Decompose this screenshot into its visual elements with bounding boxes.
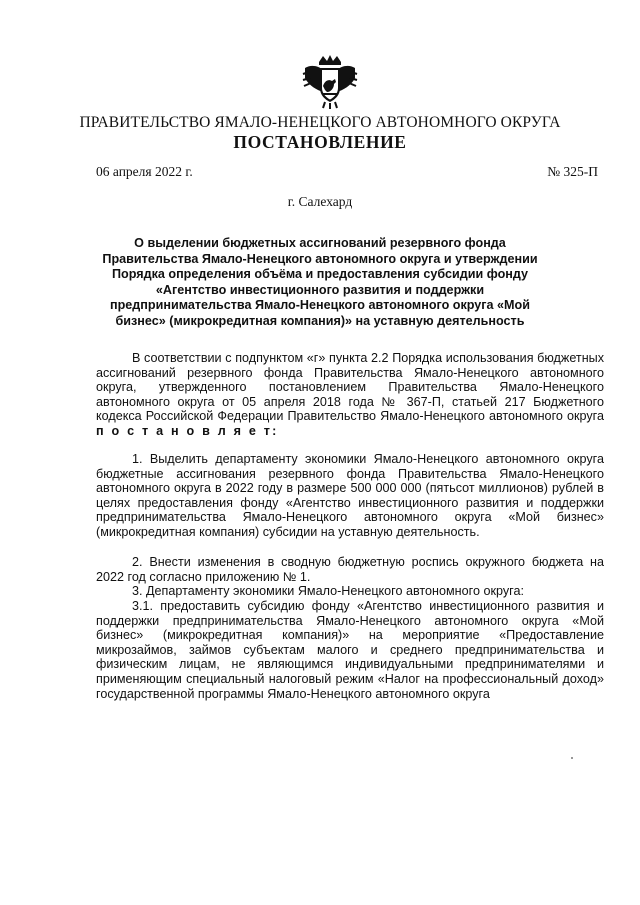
- decree-word: п о с т а н о в л я е т:: [96, 423, 279, 438]
- preamble-paragraph: [96, 351, 604, 439]
- document-title: О выделении бюджетных ассигнований резервного фонда Правительства Ямало-Ненецкого автономного округа и утверждении Порядка определения объёма и предоставления субсидии фонду «Агентство инвестиционного развития и поддержки предпринимательства Ямало-Ненецкого автономного округа «Мой бизнес» (микрокредитная компания)» на уставную деятельность: [102, 236, 538, 328]
- preamble-text: В соответствии с подпунктом «г» пункта 2.2 Порядка использования бюджетных ассигнований резервного фонда Правительства Ямало-Ненецкого автономного округа, утвержденного постановлением Правительства Ямало-Ненецкого автономного округа от 05 апреля 2018 года № 367-П, статьей 217 Бюджетного кодекса Российской Федерации Правительство Ямало-Ненецкого автономного округа: [96, 351, 604, 424]
- item-2: [96, 555, 604, 584]
- scan-speck: [571, 757, 573, 759]
- item-3-1-text: 3.1. предоставить субсидию фонду «Агентство инвестиционного развития и поддержки предпринимательства Ямало-Ненецкого автономного округа «Мой бизнес» (микрокредитная компания)» на мероприятие «Предоставление микрозаймов, займов субъектам малого и среднего предпринимательства и физическим лицам, не являющимся индивидуальными предпринимателями и применяющим специальный налоговый режим «Налог на профессиональный доход» государственной программы Ямало-Ненецкого автономного округа: [96, 599, 604, 701]
- item-1: [96, 452, 604, 540]
- item-2-text: 2. Внести изменения в сводную бюджетную роспись окружного бюджета на 2022 год согласно приложению № 1.: [96, 555, 604, 584]
- document-type: ПОСТАНОВЛЕНИЕ: [233, 132, 407, 152]
- government-name: ПРАВИТЕЛЬСТВО ЯМАЛО-НЕНЕЦКОГО АВТОНОМНОГО ОКРУГА: [79, 114, 561, 131]
- document-city: г. Салехард: [287, 194, 353, 209]
- item-3-1: [96, 599, 604, 701]
- item-3: [96, 584, 604, 599]
- document-number: № 325-П: [547, 164, 598, 179]
- coat-of-arms-emblem: [301, 52, 359, 110]
- document-date: 06 апреля 2022 г.: [96, 164, 193, 179]
- item-1-text: 1. Выделить департаменту экономики Ямало-Ненецкого автономного округа бюджетные ассигнования резервного фонда Правительства Ямало-Ненецкого автономного округа в 2022 году в размере 500 000 000 (пятьсот миллионов) рублей в целях предоставления фонду «Агентство инвестиционного развития и поддержки предпринимательства Ямало-Ненецкого автономного округа «Мой бизнес» (микрокредитная компания) субсидии на уставную деятельность.: [96, 452, 604, 539]
- item-3-text: 3. Департаменту экономики Ямало-Ненецкого автономного округа:: [132, 584, 524, 598]
